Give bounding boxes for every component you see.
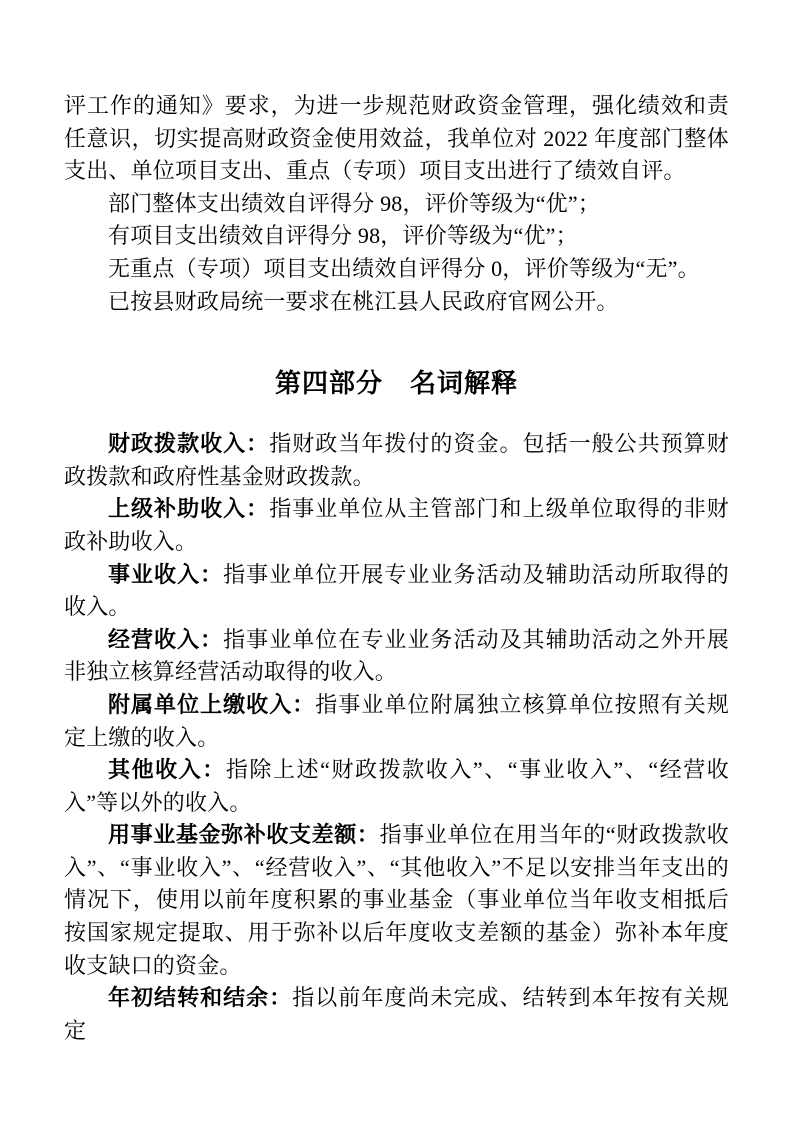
definition-term: 上级补助收入：: [108, 496, 270, 522]
definition-paragraph: [64, 819, 729, 982]
definition-term: 用事业基金弥补收支差额：: [108, 822, 380, 848]
definition-text: 指财政当年拨付的资金。包括一般公共预算财政拨款和政府性基金财政拨款。: [64, 431, 729, 489]
definition-term: 经营收入：: [108, 626, 224, 652]
definition-text: 指事业单位从主管部门和上级单位取得的非财政补助收入。: [64, 496, 729, 554]
section-heading: 第四部分 名词解释: [274, 369, 518, 399]
definition-term: 其他收入：: [108, 757, 226, 783]
definition-term: 附属单位上缴收入：: [108, 691, 316, 717]
definition-term: 事业收入：: [108, 561, 224, 587]
definition-term: 年初结转和结余：: [108, 985, 293, 1011]
definition-text: 指除上述“财政拨款收入”、“事业收入”、“经营收入”等以外的收入。: [64, 757, 729, 815]
definition-paragraph: [64, 493, 729, 558]
definition-text: 指事业单位在用当年的“财政拨款收入”、“事业收入”、“经营收入”、“其他收入”不足以安排当年支出的情况下，使用以前年度积累的事业基金（事业单位当年收支相抵后按国家规定提取、用于弥补以后年度收支差额的基金）弥补本年度收支缺口的资金。: [64, 822, 730, 978]
result-line-disclosure: 已按县财政局统一要求在桃江县人民政府官网公开。: [108, 288, 619, 314]
definition-paragraph: [64, 559, 729, 624]
definition-term: 财政拨款收入：: [108, 431, 270, 457]
definition-paragraph: [64, 754, 729, 819]
definition-text: 指事业单位开展专业业务活动及辅助活动所取得的收入。: [64, 561, 729, 620]
definition-text: 指事业单位附属独立核算单位按照有关规定上缴的收入。: [64, 691, 729, 750]
definition-paragraph: [64, 689, 729, 754]
definition-paragraph: [64, 982, 729, 1047]
result-line-overall: 部门整体支出绩效自评得分 98，评价等级为“优”；: [108, 190, 601, 216]
definition-text: 指事业单位在专业业务活动及其辅助活动之外开展非独立核算经营活动取得的收入。: [64, 626, 729, 685]
definition-paragraph: [64, 624, 729, 689]
result-line-project: 有项目支出绩效自评得分 98，评价等级为“优”；: [108, 223, 578, 249]
definition-paragraph: [64, 428, 729, 493]
definition-text: 指以前年度尚未完成、结转到本年按有关规定: [64, 985, 729, 1043]
intro-paragraph: 评工作的通知》要求，为进一步规范财政资金管理，强化绩效和责任意识，切实提高财政资金使用效益，我单位对 2022 年度部门整体支出、单位项目支出、重点（专项）项目支出进行了绩效自评。: [64, 93, 729, 184]
result-line-key-project: 无重点（专项）项目支出绩效自评得分 0，评价等级为“无”。: [108, 255, 700, 281]
